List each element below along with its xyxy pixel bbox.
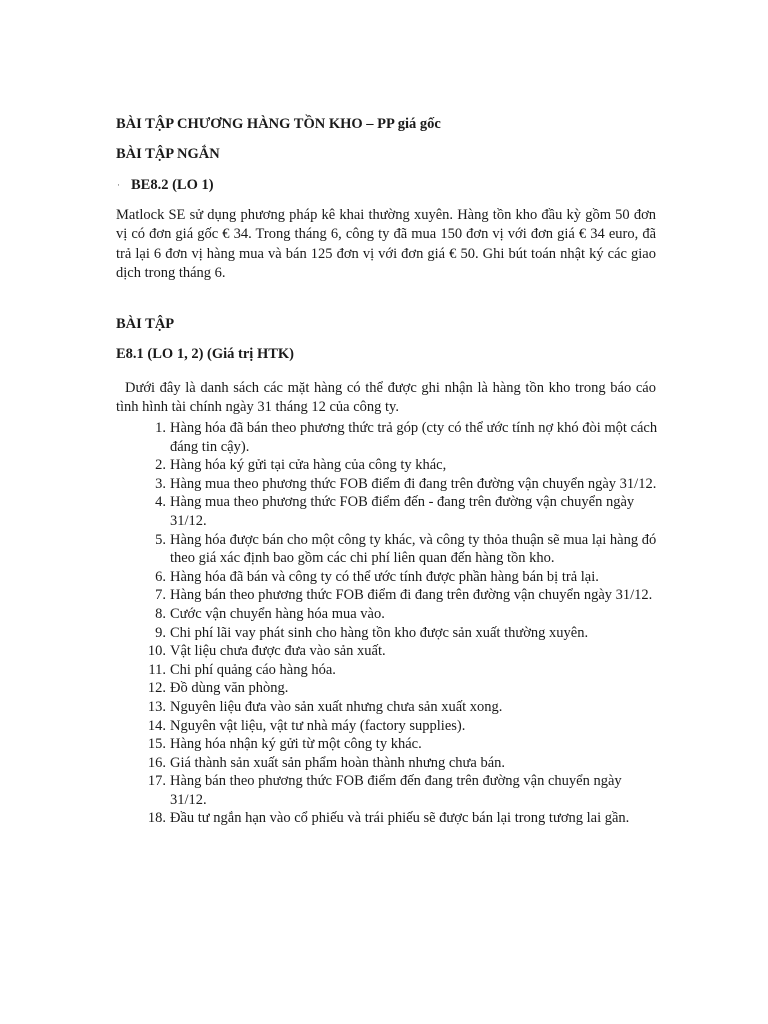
list-item-number: 7. <box>155 587 166 604</box>
list-item <box>147 754 660 773</box>
list-item <box>148 661 660 680</box>
short-exercises-heading: BÀI TẬP NGẮN <box>116 146 220 162</box>
list-item <box>155 531 660 568</box>
list-item-text: Nguyên liệu đưa vào sản xuất nhưng chưa sản xuất xong. <box>170 698 503 715</box>
list-item-text: Hàng mua theo phương thức FOB điểm đến - đang trên đường vận chuyển ngày 31/12. <box>170 494 635 529</box>
list-item-number: 9. <box>155 624 166 641</box>
list-item-number: 5. <box>155 531 166 548</box>
list-item <box>147 735 660 754</box>
be82-heading: BE8.2 (LO 1) <box>131 177 214 193</box>
list-item-text: Hàng mua theo phương thức FOB điểm đi đang trên đường vận chuyển ngày 31/12. <box>170 475 657 492</box>
list-item-text: Đầu tư ngắn hạn vào cổ phiếu và trái phiếu sẽ được bán lại trong tương lai gần. <box>170 810 630 827</box>
list-item-text: Hàng hóa đã bán theo phương thức trả góp (cty có thể ước tính nợ khó đòi một cách đáng tin cậy). <box>170 420 658 455</box>
e81-intro-paragraph: Dưới đây là danh sách các mặt hàng có thể được ghi nhận là hàng tồn kho trong báo cáo tình hình tài chính ngày 31 tháng 12 của công ty. <box>116 380 656 416</box>
list-item-number: 18. <box>147 810 166 827</box>
list-item <box>155 624 660 643</box>
list-item-text: Chi phí quảng cáo hàng hóa. <box>170 661 336 678</box>
list-item-text: Đồ dùng văn phòng. <box>170 680 289 697</box>
list-item-number: 10. <box>147 643 166 660</box>
list-item <box>147 698 660 717</box>
list-item-number: 12. <box>147 680 166 697</box>
document-title: BÀI TẬP CHƯƠNG HÀNG TỒN KHO – PP giá gốc <box>116 116 441 132</box>
list-item-text: Vật liệu chưa được đưa vào sản xuất. <box>170 643 386 660</box>
list-item <box>147 809 660 828</box>
bullet-dot: · <box>117 180 120 190</box>
e81-heading: E8.1 (LO 1, 2) (Giá trị HTK) <box>116 346 295 362</box>
list-item-text: Nguyên vật liệu, vật tư nhà máy (factory supplies). <box>170 717 466 734</box>
list-item-number: 11. <box>148 661 166 678</box>
list-item-text: Hàng hóa nhận ký gửi từ một công ty khác. <box>170 736 422 753</box>
list-item-text: Chi phí lãi vay phát sinh cho hàng tồn kho được sản xuất thường xuyên. <box>170 624 589 641</box>
list-item <box>147 772 660 809</box>
list-item <box>155 475 660 494</box>
list-item-text: Cước vận chuyển hàng hóa mua vào. <box>170 605 385 622</box>
be82-paragraph: Matlock SE sử dụng phương pháp kê khai thường xuyên. Hàng tồn kho đầu kỳ gồm 50 đơn vị có đơn giá gốc € 34. Trong tháng 6, công ty đã mua 150 đơn vị với đơn giá € 34 euro, đã trả lại 6 đơn vị hàng mua và bán 125 đơn vị với đơn giá € 50. Ghi bút toán nhật ký các giao dịch trong tháng 6. <box>116 207 656 281</box>
list-item-text: Hàng hóa được bán cho một công ty khác, và công ty thỏa thuận sẽ mua lại hàng đó theo giá xác định bao gồm các chi phí liên quan đến hàng tồn kho. <box>170 531 657 567</box>
exercises-heading: BÀI TẬP <box>116 316 175 332</box>
list-item-number: 3. <box>155 475 166 492</box>
list-item <box>147 679 660 698</box>
list-item-text: Hàng bán theo phương thức FOB điểm đến đang trên đường vận chuyển ngày 31/12. <box>170 773 622 808</box>
list-item-number: 1. <box>155 420 166 436</box>
list-item-number: 8. <box>155 605 166 622</box>
list-item-number: 15. <box>147 736 166 753</box>
list-item <box>155 568 660 587</box>
list-item <box>155 605 660 624</box>
list-item-text: Hàng bán theo phương thức FOB điểm đi đang trên đường vận chuyển ngày 31/12. <box>170 587 653 604</box>
list-item-number: 2. <box>155 457 166 474</box>
list-item-number: 6. <box>155 568 166 585</box>
list-item-number: 4. <box>155 494 166 511</box>
list-item-number: 17. <box>147 773 166 790</box>
list-item <box>147 717 660 736</box>
list-item-text: Hàng hóa ký gửi tại cửa hàng của công ty khác, <box>170 457 447 474</box>
list-item-text: Giá thành sản xuất sản phẩm hoàn thành nhưng chưa bán. <box>170 754 506 771</box>
list-item <box>155 419 660 456</box>
list-item-number: 13. <box>147 698 166 715</box>
list-item-number: 16. <box>147 754 166 771</box>
list-item-number: 14. <box>147 717 166 734</box>
list-item <box>155 456 660 475</box>
list-item <box>155 493 660 530</box>
list-item <box>155 586 660 605</box>
inventory-items-list <box>147 419 660 828</box>
list-item-text: Hàng hóa đã bán và công ty có thể ước tính được phần hàng bán bị trả lại. <box>170 568 599 585</box>
list-item <box>147 642 660 661</box>
